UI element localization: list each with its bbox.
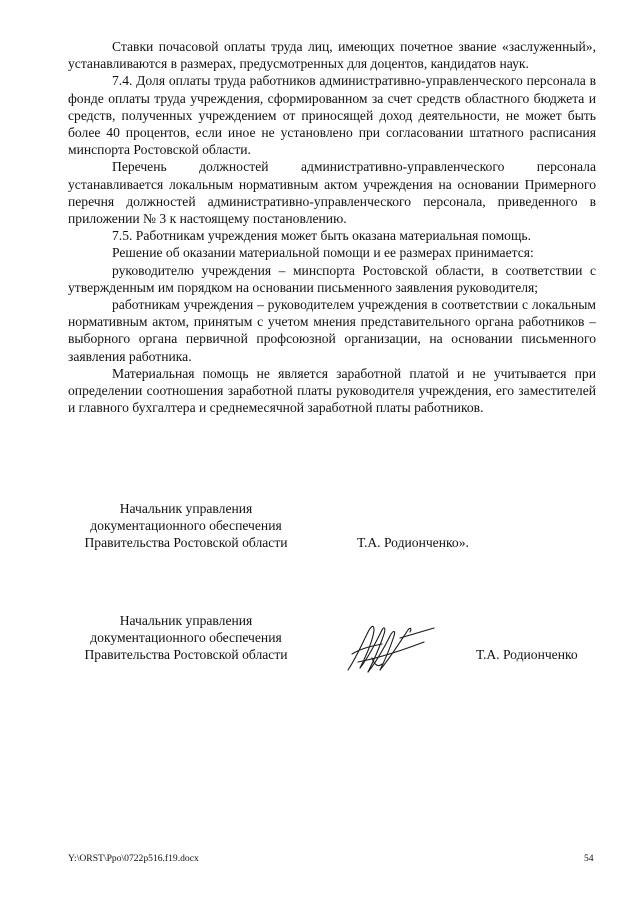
paragraph-not-salary: Материальная помощь не является заработной платой и не учитывается при определении соотношения заработной платы руководителя учреждения, его заместителей и главного бухгалтера и среднемесячной заработной платы работников. xyxy=(68,365,596,416)
body-text xyxy=(68,38,596,416)
paragraph-to-workers: работникам учреждения – руководителем учреждения в соответствии с локальным нормативным актом, принятым с учетом мнения представительного органа работников – выборного органа первичной профсоюзной организации, на основании письменного заявления работника. xyxy=(68,297,596,364)
signature-title-line: документационного обеспечения xyxy=(90,518,282,534)
signature-title-line: Правительства Ростовской области xyxy=(84,535,288,551)
signature-title-1 xyxy=(62,500,310,552)
signature-title-line: Начальник управления xyxy=(119,613,253,628)
signature-title-2 xyxy=(62,612,310,664)
signature-name-1: Т.А. Родионченко». xyxy=(357,535,469,550)
paragraph-7-4: 7.4. Доля оплаты труда работников административно-управленческого персонала в фонде оплаты труда учреждения, сформированном за счет средств областного бюджета и средств, полученных учреждением от приносящей доход деятельности, не может быть более 40 процентов, если иное не установлено при согласовании штатного расписания минспорта Ростовской области. xyxy=(68,73,596,158)
handwritten-signature-icon xyxy=(338,618,438,680)
signature-title-line: Начальник управления xyxy=(119,501,253,516)
paragraph-honorary-rates: Ставки почасовой оплаты труда лиц, имеющих почетное звание «заслуженный», устанавливаются в размерах, предусмотренных для доцентов, кандидатов наук. xyxy=(68,39,596,72)
paragraph-to-head: руководителю учреждения – минспорта Ростовской области, в соответствии с утвержденным им порядком на основании письменного заявления руководителя; xyxy=(68,262,596,295)
signature-name-2: Т.А. Родионченко xyxy=(476,647,578,662)
paragraph-decision: Решение об оказании материальной помощи и ее размерах принимается: xyxy=(112,245,534,261)
signature-title-line: документационного обеспечения xyxy=(90,630,282,646)
paragraph-7-5: 7.5. Работникам учреждения может быть оказана материальная помощь. xyxy=(112,228,532,244)
footer-file-path: Y:\ORST\Ppo\0722p516.f19.docx xyxy=(68,853,199,864)
signature-title-line: Правительства Ростовской области xyxy=(84,647,288,663)
page-number: 54 xyxy=(584,853,594,864)
paragraph-admin-staff-list: Перечень должностей административно-управленческого персонала устанавливается локальным нормативным актом учреждения на основании Примерного перечня должностей административно-управленческого персонала, приведенного в приложении № 3 к настоящему постановлению. xyxy=(68,159,596,227)
